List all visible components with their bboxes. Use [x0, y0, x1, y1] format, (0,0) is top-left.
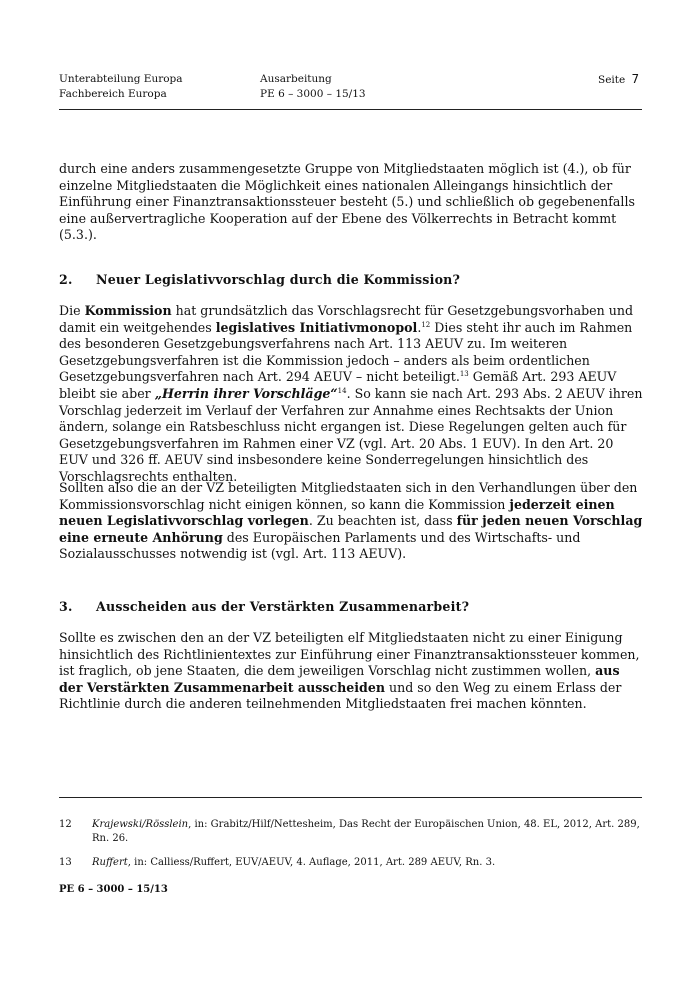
header-doc-kind: Ausarbeitung [260, 73, 332, 85]
header-rule [59, 109, 642, 110]
footnote-12 [59, 818, 643, 848]
footnote-ref-13[interactable]: 13 [459, 370, 469, 379]
header-document-type [260, 72, 460, 102]
footer-doc-number: PE 6 – 3000 – 15/13 [59, 884, 168, 895]
footnote-citation: , in: Calliess/Ruffert, EUV/AEUV, 4. Auflage, 2011, Art. 289 AEUV, Rn. 3. [127, 857, 496, 868]
section-3-number: 3. [59, 599, 73, 614]
text-run: . [417, 319, 422, 335]
footnote-text [92, 818, 643, 846]
quote-herrin: „Herrin ihrer Vorschläge“ [154, 385, 338, 401]
header-department [59, 72, 239, 102]
text-run: Die [59, 303, 85, 318]
header-subdivision: Unterabteilung Europa [59, 73, 183, 85]
footnote-13 [59, 856, 643, 872]
text-run: Sollte es zwischen den an der VZ beteiligten elf Mitgliedstaaten nicht zu einer Einigung hinsichtlich des Richtlinientextes zur Einführung einer Finanztransaktionssteuer kommen, ist fraglich, ob jene Staaten, die dem jeweiligen Vorschlag nicht zustimmen wollen, [59, 630, 640, 679]
footnote-rule [59, 797, 642, 798]
emphasis-anhoerung: für jeden neuen Vorschlag eine erneute Anhörung [59, 513, 643, 545]
section-2-title: Neuer Legislativvorschlag durch die Kommission? [96, 272, 461, 287]
text-run: . Zu beachten ist, dass [308, 513, 457, 529]
text-run: Dies steht ihr auch im Rahmen des besonderen Gesetzgebungsverfahrens nach Art. 113 AEUV zu. Im weiteren Gesetzgebungsverfahren ist die Kommission jedoch – anders als beim ordentlichen Gesetzgebungsverfahren nach Art. 294 AEUV – nicht beteiligt. [59, 319, 633, 385]
section-2-number: 2. [59, 272, 73, 287]
text-run: Gemäß Art. 293 AEUV bleibt sie aber [59, 369, 617, 401]
emphasis-neuer-vorschlag: jederzeit einen neuen Legislativvorschlag vorlegen [59, 496, 615, 529]
text-run: . So kann sie nach Art. 293 Abs. 2 AEUV ihren Vorschlag jederzeit im Verlauf der Verfahren zur Annahme eines Rechtsakts der Union ändern, solange ein Ratsbeschluss nicht ergangen ist. Diese Regelungen gelten auch für Gesetzgebungsverfahren im Rahmen einer VZ (vgl. Art. 20 Abs. 1 EUV). In den Art. 20 EUV und 326 ff. AEUV sind insbesondere keine Sonderregelungen hinsichtlich des Vorschlagsrechts enthalten. [59, 385, 643, 484]
section-2-paragraph-1 [59, 303, 643, 486]
text-run: hat grundsätzlich das Vorschlagsrecht für Gesetzgebungsvorhaben und damit ein weitgehendes [59, 303, 634, 335]
emphasis-ausscheiden: aus der Verstärkten Zusammenarbeit ausscheiden [59, 663, 620, 695]
footnote-citation: , in: Grabitz/Hilf/Nettesheim, Das Recht der Europäischen Union, 48. EL, 2012, Art. 289, Rn. 26. [92, 819, 640, 844]
section-3-paragraph-1 [59, 630, 643, 713]
emphasis-initiativmonopol: legislatives Initiativmonopol [215, 319, 418, 335]
text-run: des Europäischen Parlaments und des Wirtschafts- und Sozialausschusses notwendig ist (vgl. Art. 113 AEUV). [59, 529, 581, 562]
section-2-heading [59, 272, 460, 287]
footnote-number: 13 [59, 857, 72, 868]
page-label: Seite [598, 74, 626, 86]
footnote-text [92, 856, 643, 870]
section-2-paragraph-2 [59, 480, 643, 563]
header-doc-number: PE 6 – 3000 – 15/13 [260, 88, 366, 100]
header-division: Fachbereich Europa [59, 88, 167, 100]
page-number: 7 [631, 72, 640, 86]
section-3-title: Ausscheiden aus der Verstärkten Zusammenarbeit? [96, 599, 470, 614]
intro-paragraph: durch eine anders zusammengesetzte Gruppe von Mitgliedstaaten möglich ist (4.), ob für einzelne Mitgliedstaaten die Möglichkeit eines nationalen Alleingangs hinsichtlich der Einführung einer Finanztransaktionssteuer besteht (5.) und schließlich ob gegebenenfalls eine außervertragliche Kooperation auf der Ebene des Völkerrechts in Betracht kommt (5.3.). [59, 161, 635, 243]
section-3-heading [59, 599, 469, 614]
footnote-ref-12[interactable]: 12 [421, 320, 431, 329]
header-page [598, 72, 648, 88]
footnote-author: Ruffert [92, 857, 128, 868]
emphasis-kommission: Kommission [84, 303, 172, 318]
footnote-author: Krajewski/Rösslein [92, 819, 189, 830]
footnote-number: 12 [59, 819, 72, 830]
text-run: Sollten also die an der VZ beteiligten Mitgliedstaaten sich in den Verhandlungen über den Kommissionsvorschlag nicht einigen können, so kann die Kommission [59, 480, 638, 512]
text-run: und so den Weg zu einem Erlass der Richtlinie durch die anderen teilnehmenden Mitgliedstaaten frei machen könnten. [59, 679, 622, 712]
footnote-ref-14[interactable]: 14 [337, 386, 347, 395]
